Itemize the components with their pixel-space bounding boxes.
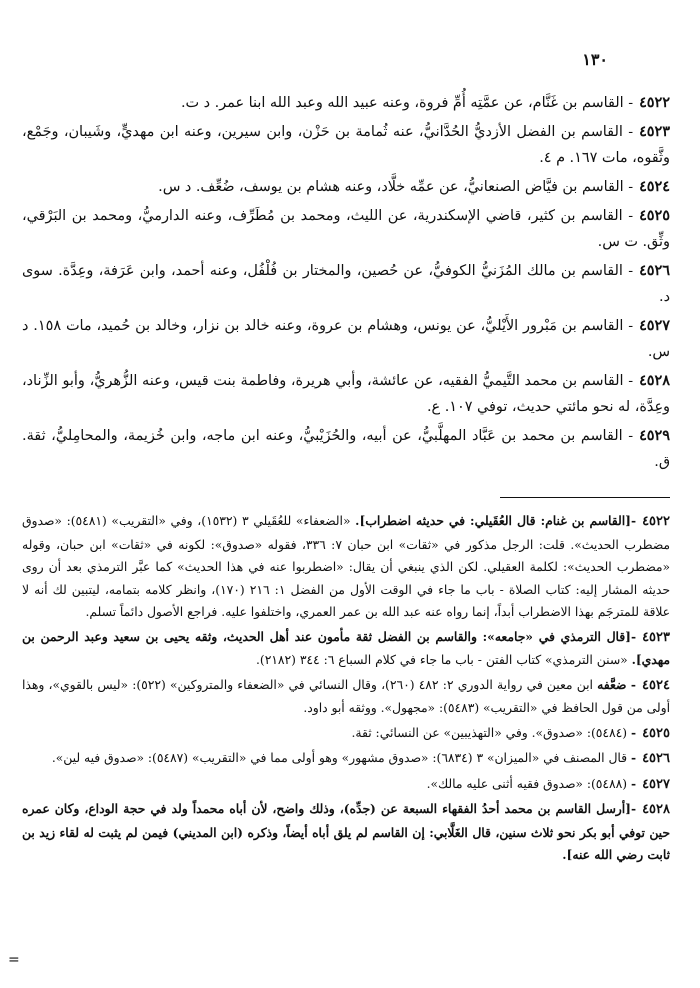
page-number: ١٣٠	[582, 50, 608, 69]
footnote-text: (٥٤٨٤): «صدوق». وفي «التهذيبين» عن النسائي: ثقة.	[351, 725, 628, 740]
footnote	[22, 510, 670, 624]
footnote	[22, 747, 670, 771]
footnote	[22, 773, 670, 797]
footnote-text: ابن معين في رواية الدوري ٢: ٤٨٢ (٢٦٠)، وقال النسائي في «الضعفاء والمتروكين» (٥٢٢): «ليس بالقوي»، وهذا أولى من قول الحافظ في «التقريب» (٥٤٨٣): «مجهول». ووثقه أبو داود.	[22, 677, 670, 715]
entry-text: - القاسم بن محمد التَّيميُّ الفقيه، عن عائشة، وأبي هريرة، وفاطمة بنت قيس، وعنه الزُّهريُّ، وأبو الزِّناد، وعِدَّة، له نحو مائتي حديث، توفي ١٠٧. ع.	[22, 373, 670, 415]
footnote-lead: - ضعَّفه	[597, 676, 637, 692]
footnote-lead: -[أرسل القاسم بن محمد أحدُ الفقهاء السبعة عن (جدِّه)، وذلك واضح، لأن أباه محمداً ولد في حجة الوداع، وكان عمره حين توفي أبو بكر نحو ثلاث سنين، قال الغَلَّابي: إن القاسم لم يلق أباه أيضاً، وذكره (ابن المديني) فيمن لم يثبت له لقاء زيد بن ثابت رضي الله عنه].	[22, 801, 670, 862]
footnote-number: ٤٥٢٥	[642, 725, 670, 741]
footnote	[22, 798, 670, 867]
entry	[22, 90, 670, 116]
entry-text: - القاسم بن غَنَّام، عن عمَّتِه أُمِّ فروة، وعنه عبيد الله وعبد الله ابنا عمر. د ت.	[180, 95, 634, 111]
entry	[22, 119, 670, 171]
entry-text: - القاسم بن فيَّاض الصنعانيُّ، عن عمِّه خلَّاد، وعنه هشام بن يوسف، ضُعِّف. د س.	[158, 179, 634, 195]
footnote-number: ٤٥٢٦	[642, 751, 670, 766]
biography-entries	[22, 90, 670, 475]
footnote-text: قال المصنف في «الميزان» ٣ (٦٨٣٤): «صدوق مشهور» وهو أولى مما في «التقريب» (٥٤٨٧): «صدوق فيه لين».	[51, 751, 628, 765]
footnote-divider	[500, 497, 670, 498]
footnote-number: ٤٥٢٣	[642, 629, 670, 645]
footnote	[22, 722, 670, 746]
entry-text: - القاسم بن مَبْرور الأَيْليُّ، عن يونس، وهشام بن عروة، وعنه خالد بن نزار، وخالد بن حُميد، مات ١٥٨. د س.	[22, 318, 670, 360]
entry	[22, 258, 670, 310]
footnote	[22, 626, 670, 672]
entry-number: ٤٥٢٦	[639, 262, 670, 279]
footnote-text: «سنن الترمذي» كتاب الفتن - باب ما جاء في كلام السباع ٦: ٣٤٤ (٢١٨٢).	[255, 653, 628, 667]
footnote-number: ٤٥٢٤	[642, 677, 670, 693]
entry-text: - القاسم بن الفضل الأزديُّ الحُدَّانيُّ، عنه ثُمامة بن حَزْن، وابن سيرين، وعنه ابن مهديٍّ، وشَيبان، وجَمْع، وثَّقوه، مات ١٦٧. م ٤.	[22, 124, 670, 166]
footnote-lead: -[القاسم بن غنام: قال العُقَيلي: في حديثه اضطراب].	[355, 513, 637, 528]
edge-mark: =	[8, 952, 20, 968]
footnote-lead: -	[630, 775, 637, 791]
footnote-number: ٤٥٢٢	[642, 514, 671, 529]
entry-number: ٤٥٢٨	[639, 372, 670, 389]
entry-number: ٤٥٢٢	[639, 94, 670, 111]
footnote	[22, 674, 670, 720]
entry-number: ٤٥٢٧	[639, 317, 670, 334]
entry-text: - القاسم بن محمد بن عَبَّاد المهلَّبيُّ، عن أبيه، والحُزَيْبيُّ، وعنه ابن ماجه، وابن خُزيمة، والمحامِليُّ، ثقة. ق.	[22, 428, 670, 470]
footnote-number: ٤٥٢٧	[642, 776, 670, 792]
entry-number: ٤٥٢٤	[639, 178, 670, 195]
entry-number: ٤٥٢٩	[639, 427, 670, 444]
entry-text: - القاسم بن مالك المُزَنيُّ الكوفيُّ، عن حُصين، والمختار بن فُلْفُل، وعنه أحمد، وابن عَرَفة، وعِدَّة. سوى د.	[22, 263, 670, 305]
footnote-lead: -	[630, 750, 637, 765]
footnote-lead: -	[630, 724, 637, 740]
entry	[22, 313, 670, 365]
entry	[22, 368, 670, 420]
entry	[22, 423, 670, 475]
footnote-text: «الضعفاء» للعُقَيلي ٣ (١٥٣٢)، وفي «التقريب» (٥٤٨١): «صدوق مضطرب الحديث». قلت: الرجل مذكور في «ثقات» ابن حبان ٧: ٣٣٦، فقوله «صدوق»: لكونه في «ثقات» ابن حبان، وقوله «مضطرب الحديث»: لكلمة العقيلي. لكن الذي ينبغي أن يقال: «اضطربوا عنه في هذا الحديث» كما عبَّر الترمذي بعد أن روى حديثه المشار إليه: كتاب الصلاة - باب ما جاء في الوقت الأول من الفضل ١: ٢١٦ (١٧٠)، وانظر كلامه بتمامه، ليتبين لك أنه لا علاقة للمترجَم بهذا الاضطراب أبداً، إنما رواه عنه عبد الله بن عمر العمري، واختلفوا عليه. فراجع الأصول دائماً تسلم.	[22, 514, 670, 619]
footnotes	[22, 510, 670, 867]
entry	[22, 174, 670, 200]
footnote-text: (٥٤٨٨): «صدوق فقيه أثنى عليه مالك».	[426, 776, 628, 791]
entry-number: ٤٥٢٣	[639, 123, 670, 140]
footnote-number: ٤٥٢٨	[642, 802, 670, 817]
entry	[22, 203, 670, 255]
entry-text: - القاسم بن كثير، قاضي الإسكندرية، عن الليث، ومحمد بن مُطَرِّف، وعنه الدارميُّ، ومحمد بن البَرْقي، وثِّق. ت س.	[22, 208, 670, 250]
entry-number: ٤٥٢٥	[639, 207, 670, 224]
footnote-lead: -[قال الترمذي في «جامعه»: والقاسم بن الفضل ثقة مأمون عند أهل الحديث، وثقه يحيى بن سعيد وعبد الرحمن بن مهدي].	[22, 628, 670, 667]
